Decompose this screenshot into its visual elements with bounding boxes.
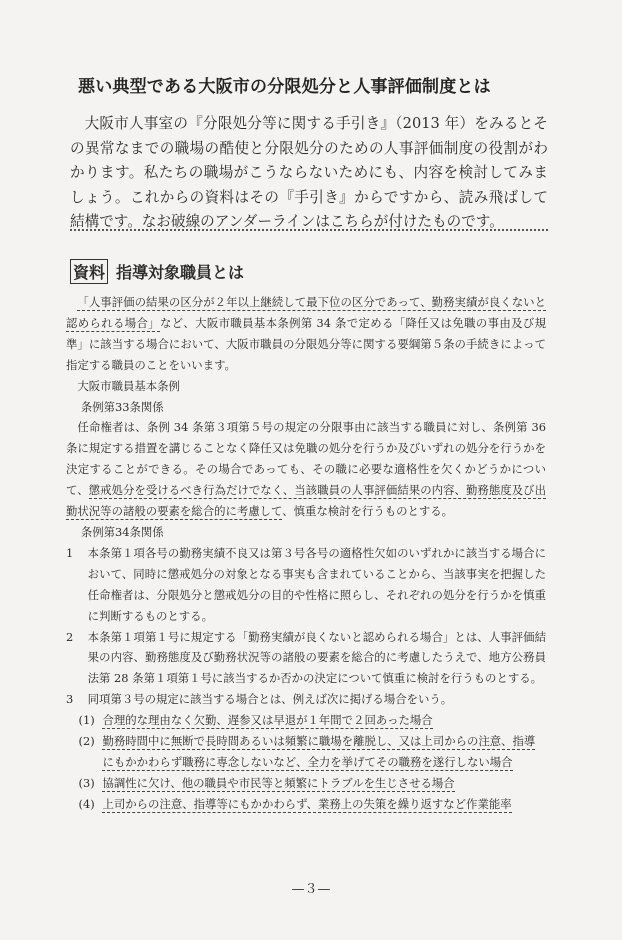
article-34-label: 条例第34条関係 — [80, 524, 164, 539]
sub-item-text: 上司からの注意、指導等にもかかわらず、業務上の失策を繰り返すなど作業能率 — [102, 796, 512, 811]
lead-underlined: 「人事評価の結果の区分が２年以上継続して最下位の区分であって、勤務実績が良くないと認められる場合」 — [66, 295, 546, 330]
sub-item — [66, 773, 546, 794]
article-33-label: 条例第33条関係 — [80, 399, 164, 414]
document-body — [66, 292, 546, 815]
article-33-underlined: 懲戒処分を受けるべき行為だけでなく、当該職員の人事評価結果の内容、勤務態度及び出勤状況等の諸般の要素を総合的に考慮して — [66, 483, 546, 519]
page-number: —３— — [291, 882, 331, 897]
law-name: 大阪市職員基本条例 — [77, 378, 180, 393]
intro-paragraph — [70, 112, 548, 235]
sub-item-number: (4) — [78, 796, 95, 811]
page-heading: 悪い典型である大阪市の分限処分と人事評価制度とは — [78, 77, 491, 97]
sub-item-number: (2) — [78, 734, 95, 749]
list-item — [66, 543, 546, 627]
sub-item-number: (1) — [78, 713, 95, 728]
item-text: 本条第１項第１号に規定する「勤務実績が良くないと認められる場合」とは、人事評価結果の内容、勤務態度及び勤務状況等の諸般の要素を総合的に考慮したうえで、地方公務員法第 28 条第１項第１号に該当するか否かの決定について慎重に検討を行うものとする。 — [87, 629, 546, 686]
item-number: 3 — [66, 692, 74, 707]
lead-paragraph — [66, 292, 546, 376]
item-number: 1 — [66, 545, 74, 560]
section-title: 指導対象職員とは — [116, 263, 245, 282]
item-text: 同項第３号の規定に該当する場合とは、例えば次に掲げる場合をいう。 — [87, 692, 453, 707]
sub-item-text: 協調性に欠け、他の職員や市民等と頻繁にトラブルを生じさせる場合 — [102, 775, 455, 790]
item-text: 本条第１項各号の勤務実績不良又は第３号各号の適格性欠如のいずれかに該当する場合において、同時に懲戒処分の対象となる事実も含まれていることから、当該事実を把握した任命権者は、分限処分と懲戒処分の目的や性格に照らし、それぞれの処分を行うかを慎重に判断するものとする。 — [87, 545, 546, 623]
article-33-part-a: 任命権者は、条例 34 条第３項第５号の規定の分限事由に該当する職員に対し、条例第 36 条に規定する措置を講じることなく降任又は免職の処分を行うか及びいずれの処分を行うかを決定することができる。その場合であっても、その職に必要な適格性を欠くかどうかについて、 — [66, 420, 546, 498]
article-33-text — [66, 417, 546, 522]
bleed-through-background — [538, 70, 608, 430]
dotted-divider — [70, 229, 548, 231]
section-heading — [70, 259, 244, 284]
lead-rest: など、大阪市職員基本条例第 34 条で定める「降任又は免職の事由及び規準」に該当する場合において、大阪市職員の分限処分等に関する要綱第５条の手続きによって指定する職員のことをいいます。 — [66, 315, 546, 372]
sub-item-text: 勤務時間中に無断で長時間あるいは頻繁に職場を離脱し、又は上司からの注意、指導にもかかわらず職務に専念しないなど、全力を挙げてその職務を遂行しない場合 — [102, 734, 536, 769]
sub-item — [66, 710, 546, 731]
sub-item-number: (3) — [78, 775, 95, 790]
item-number: 2 — [66, 629, 74, 644]
sub-item-text: 合理的な理由なく欠勤、遅参又は早退が１年間で２回あった場合 — [102, 713, 433, 728]
section-tag: 資料 — [70, 259, 108, 284]
list-item — [66, 689, 546, 710]
sub-item — [66, 794, 546, 815]
sub-item — [66, 731, 546, 773]
article-33-part-b: 、慎重な検討を行うものとする。 — [282, 504, 454, 519]
list-item — [66, 627, 546, 690]
intro-text: 大阪市人事室の『分限処分等に関する手引き』（2013 年）をみるとその異常なまでの職場の酷使と分限処分のための人事評価制度の役割がわかります。私たちの職場がこうならないためにも、内容を検討してみましょう。これからの資料はその『手引き』からですから、読み飛ばして結構です。なお破線のアンダーラインはこちらが付けたものです。 — [70, 115, 548, 230]
